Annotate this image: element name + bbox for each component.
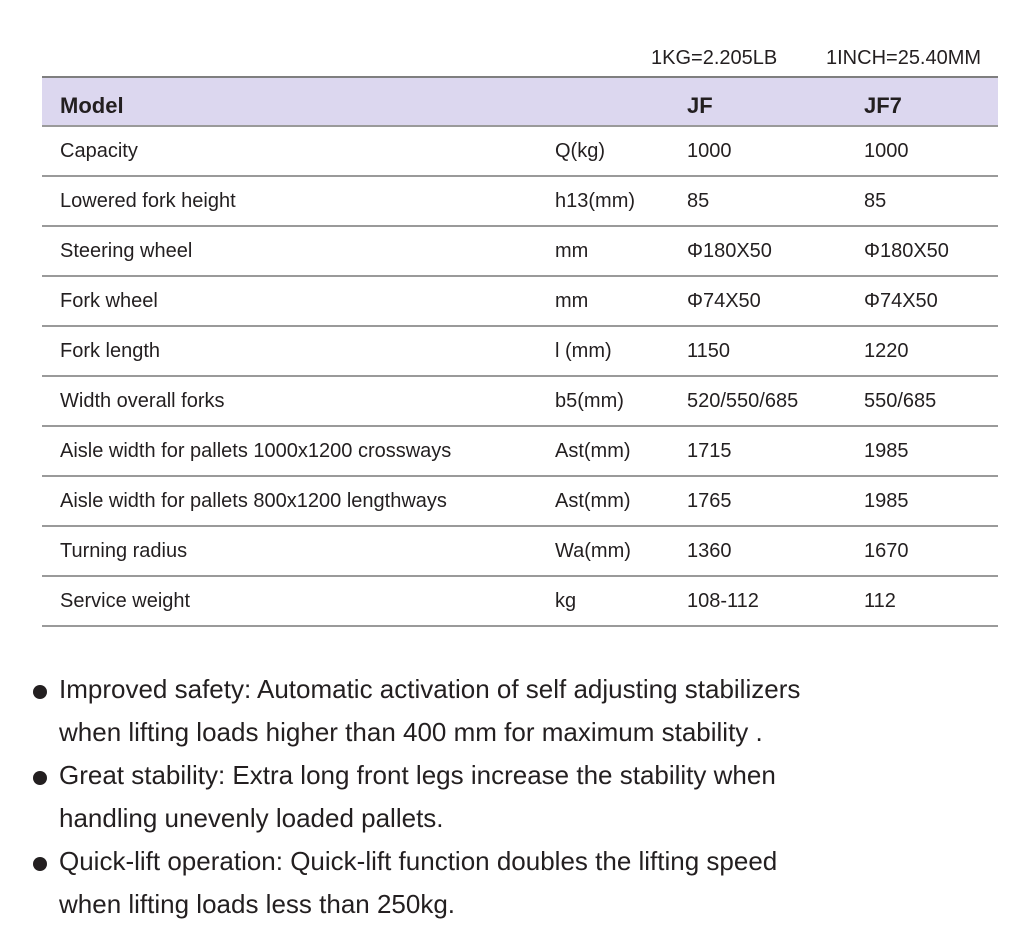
row-jf-value: 1150 xyxy=(687,340,731,362)
row-label: Width overall forks xyxy=(60,390,225,412)
table-header-row xyxy=(42,78,998,127)
row-label: Capacity xyxy=(60,140,138,162)
row-unit: b5(mm) xyxy=(555,390,624,412)
row-jf-value: 1715 xyxy=(687,440,732,462)
row-label: Aisle width for pallets 1000x1200 crossways xyxy=(60,440,452,462)
row-jf-value: 1765 xyxy=(687,490,732,512)
row-jf7-value: Φ74X50 xyxy=(864,290,938,312)
row-jf-value: 108-112 xyxy=(687,590,759,612)
row-jf-value: Φ74X50 xyxy=(687,290,761,312)
row-unit: mm xyxy=(555,290,589,312)
row-unit: Wa(mm) xyxy=(555,540,631,562)
row-label: Turning radius xyxy=(60,540,188,562)
row-label: Steering wheel xyxy=(60,240,193,262)
row-jf-value: Φ180X50 xyxy=(687,240,772,262)
inch-conversion: 1INCH=25.40MM xyxy=(826,47,982,69)
table-row xyxy=(42,377,998,427)
table-row xyxy=(42,477,998,527)
row-unit: Ast(mm) xyxy=(555,440,631,462)
header-jf7: JF7 xyxy=(864,93,902,118)
row-jf7-value: 1220 xyxy=(864,340,909,362)
table-row xyxy=(42,177,998,227)
row-jf7-value: 112 xyxy=(864,590,896,612)
bullet-icon xyxy=(33,857,47,871)
row-unit: Q(kg) xyxy=(555,140,605,162)
row-label: Service weight xyxy=(60,590,191,612)
row-label: Fork wheel xyxy=(60,290,158,312)
table-row xyxy=(42,227,998,277)
spec-table xyxy=(42,76,998,627)
feature-item xyxy=(0,754,819,840)
row-unit: mm xyxy=(555,240,589,262)
row-jf-value: 1000 xyxy=(687,140,732,162)
row-jf-value: 85 xyxy=(687,190,710,212)
unit-conversion-note xyxy=(0,44,1000,72)
row-label: Lowered fork height xyxy=(60,190,236,212)
bullet-icon xyxy=(33,771,47,785)
table-row xyxy=(42,577,998,627)
feature-item xyxy=(0,668,819,754)
bullet-icon xyxy=(33,685,47,699)
row-jf7-value: Φ180X50 xyxy=(864,240,949,262)
table-row xyxy=(42,327,998,377)
table-row xyxy=(42,127,998,177)
row-label: Aisle width for pallets 800x1200 lengthways xyxy=(60,490,447,512)
row-unit: kg xyxy=(555,590,577,612)
table-row xyxy=(42,277,998,327)
row-unit: h13(mm) xyxy=(555,190,636,212)
row-jf7-value: 1985 xyxy=(864,440,909,462)
feature-item xyxy=(0,840,819,926)
row-jf7-value: 1000 xyxy=(864,140,909,162)
row-jf7-value: 1985 xyxy=(864,490,909,512)
row-jf7-value: 85 xyxy=(864,190,887,212)
row-jf7-value: 1670 xyxy=(864,540,909,562)
header-jf: JF xyxy=(687,93,713,118)
table-row xyxy=(42,427,998,477)
row-jf-value: 1360 xyxy=(687,540,732,562)
row-jf-value: 520/550/685 xyxy=(687,390,799,412)
kg-conversion: 1KG=2.205LB xyxy=(651,47,778,69)
row-unit: Ast(mm) xyxy=(555,490,631,512)
row-jf7-value: 550/685 xyxy=(864,390,937,412)
table-row xyxy=(42,527,998,577)
feature-text: Quick-lift operation: Quick-lift function doubles the lifting speed when lifting loads less than 250kg. xyxy=(59,846,778,919)
feature-list xyxy=(0,668,1000,926)
row-label: Fork length xyxy=(60,340,161,362)
feature-text: Improved safety: Automatic activation of self adjusting stabilizers when lifting loads higher than 400 mm for maximum stability . xyxy=(59,674,801,747)
header-model: Model xyxy=(60,93,124,118)
feature-text: Great stability: Extra long front legs increase the stability when handling unevenly loaded pallets. xyxy=(59,760,776,833)
row-unit: l (mm) xyxy=(555,340,612,362)
